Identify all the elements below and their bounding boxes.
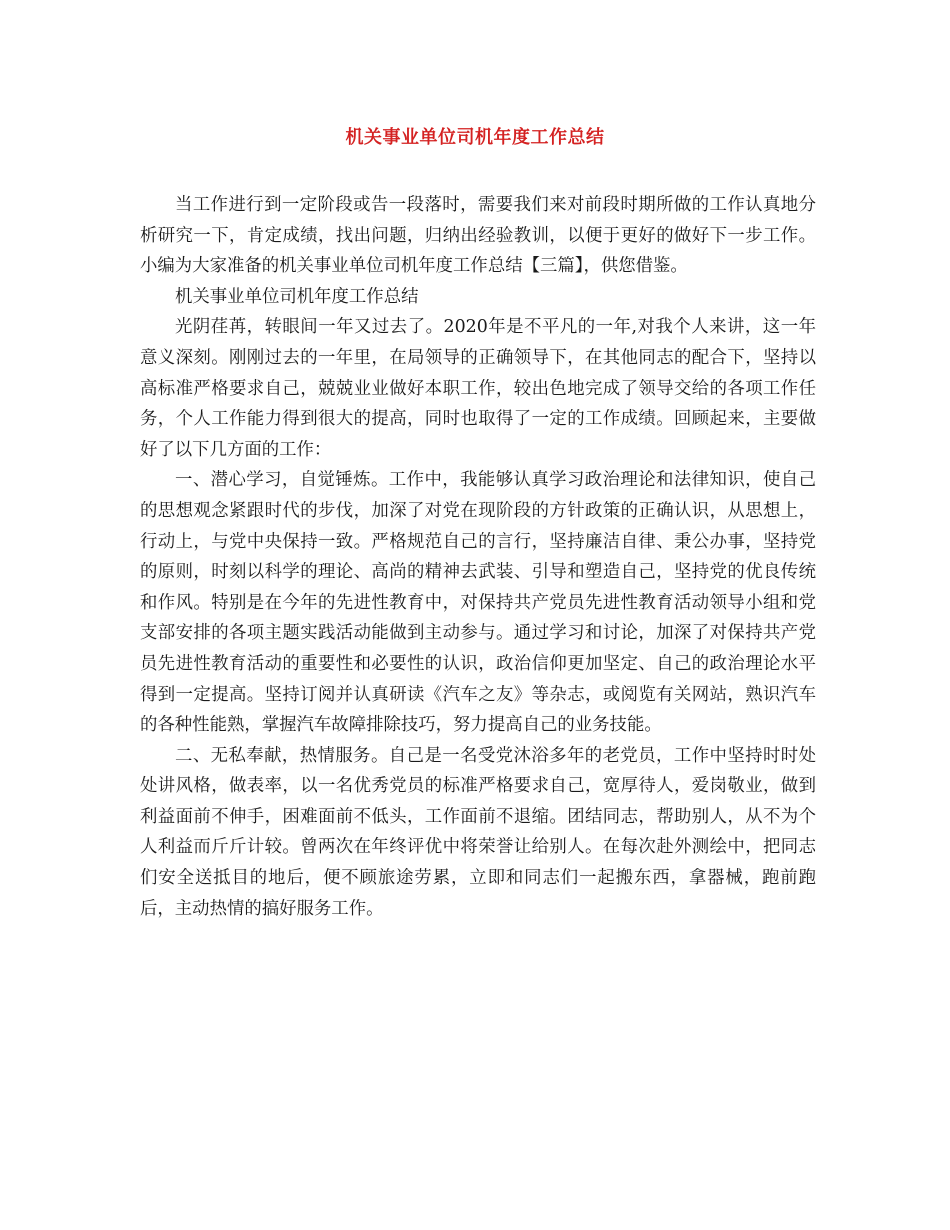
document-title: 机关事业单位司机年度工作总结	[345, 127, 605, 148]
document-body	[140, 190, 816, 924]
opening-paragraph: 光阴荏苒，转眼间一年又过去了。2020年是不平凡的一年,对我个人来讲，这一年意义深刻。刚刚过去的一年里，在局领导的正确领导下，在其他同志的配合下，坚持以高标准严格要求自己，兢兢业业做好本职工作，较出色地完成了领导交给的各项工作任务，个人工作能力得到很大的提高，同时也取得了一定的工作成绩。回顾起来，主要做好了以下几方面的工作：	[140, 317, 816, 460]
section-heading: 机关事业单位司机年度工作总结	[175, 286, 419, 307]
service-paragraph: 二、无私奉献，热情服务。自己是一名受党沐浴多年的老党员，工作中坚持时时处处讲风格，做表率，以一名优秀党员的标准严格要求自己，宽厚待人，爱岗敬业，做到利益面前不伸手，困难面前不低头，工作面前不退缩。团结同志，帮助别人，从不为个人利益而斤斤计较。曾两次在年终评优中将荣誉让给别人。在每次赴外测绘中，把同志们安全送抵目的地后，便不顾旅途劳累，立即和同志们一起搬东西，拿器械，跑前跑后，主动热情的搞好服务工作。	[140, 745, 816, 919]
study-paragraph: 一、潜心学习，自觉锤炼。工作中，我能够认真学习政治理论和法律知识，使自己的思想观念紧跟时代的步伐，加深了对党在现阶段的方针政策的正确认识，从思想上，行动上，与党中央保持一致。严格规范自己的言行，坚持廉洁自律、秉公办事，坚持党的原则，时刻以科学的理论、高尚的精神去武装、引导和塑造自己，坚持党的优良传统和作风。特别是在今年的先进性教育中，对保持共产党员先进性教育活动领导小组和党支部安排的各项主题实践活动能做到主动参与。通过学习和讨论，加深了对保持共产党员先进性教育活动的重要性和必要性的认识，政治信仰更加坚定、自己的政治理论水平得到一定提高。坚持订阅并认真研读《汽车之友》等杂志，或阅览有关网站，熟识汽车的各种性能熟，掌握汽车故障排除技巧，努力提高自己的业务技能。	[140, 470, 816, 736]
intro-paragraph: 当工作进行到一定阶段或告一段落时，需要我们来对前段时期所做的工作认真地分析研究一下，肯定成绩，找出问题，归纳出经验教训，以便于更好的做好下一步工作。小编为大家准备的机关事业单位司机年度工作总结【三篇】，供您借鉴。	[140, 195, 816, 277]
